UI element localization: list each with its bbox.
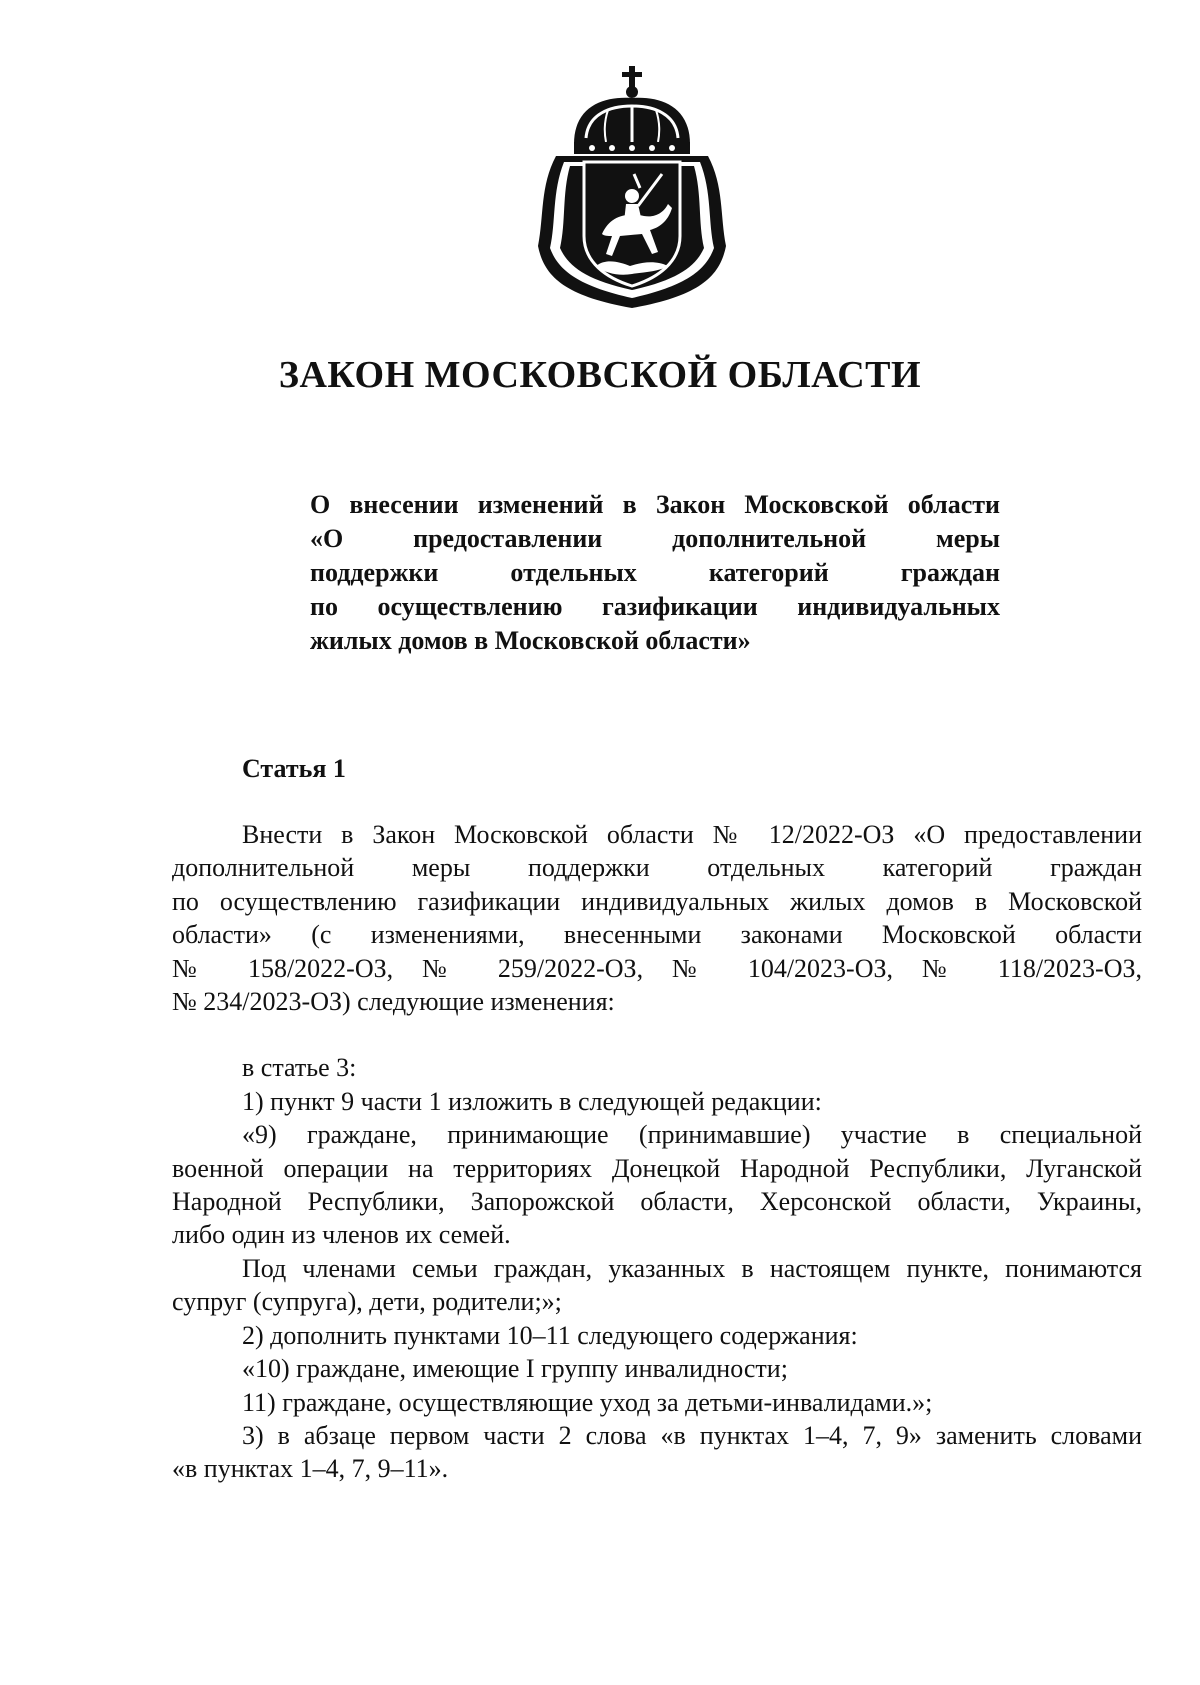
item-11-paragraph: 11) граждане, осуществляющие уход за детьми-инвалидами.»; xyxy=(242,1387,933,1417)
text-line: 3) в абзаце первом части 2 слова «в пунктах 1–4, 7, 9» заменить словами xyxy=(242,1420,1142,1450)
item-3-paragraph xyxy=(172,1419,1142,1486)
subject-line: жилых домов в Московской области» xyxy=(310,626,751,655)
law-subject xyxy=(310,488,1000,658)
text-line: Внести в Закон Московской области № 12/2022-ОЗ «О предоставлении xyxy=(242,820,1142,849)
document-title: ЗАКОН МОСКОВСКОЙ ОБЛАСТИ xyxy=(278,354,922,396)
item-10-paragraph: «10) граждане, имеющие I группу инвалидности; xyxy=(242,1354,788,1384)
text-line: дополнительной меры поддержки отдельных категорий граждан xyxy=(172,853,1142,883)
item-1-paragraph: 1) пункт 9 части 1 изложить в следующей редакции: xyxy=(242,1086,822,1116)
article-3-paragraph: в статье 3: xyxy=(242,1053,357,1083)
moscow-oblast-coat-of-arms-icon xyxy=(534,66,730,310)
text-line: по осуществлению газификации индивидуальных жилых домов в Московской xyxy=(172,886,1142,916)
text-line: Народной Республики, Запорожской области, Херсонской области, Украины, xyxy=(172,1187,1142,1217)
article-heading: Статья 1 xyxy=(242,754,346,783)
text-line: № 234/2023-ОЗ) следующие изменения: xyxy=(172,987,615,1017)
text-line: № 158/2022-ОЗ, № 259/2022-ОЗ, № 104/2023-ОЗ, № 118/2023-ОЗ, xyxy=(172,953,1142,983)
text-line: «в пунктах 1–4, 7, 9–11». xyxy=(172,1454,449,1484)
item-9-paragraph xyxy=(172,1118,1142,1252)
article-body xyxy=(172,818,1142,1486)
subject-line: поддержки отдельных категорий граждан xyxy=(310,558,1000,587)
text-line: либо один из членов их семей. xyxy=(172,1220,511,1250)
subject-line: О внесении изменений в Закон Московской области xyxy=(310,490,1000,519)
item-2-paragraph: 2) дополнить пунктами 10–11 следующего содержания: xyxy=(242,1320,858,1350)
text-line: супруг (супруга), дети, родители;»; xyxy=(172,1287,562,1317)
subject-line: по осуществлению газификации индивидуальных xyxy=(310,592,1000,621)
subject-line: «О предоставлении дополнительной меры xyxy=(310,524,1000,553)
text-line: «9) граждане, принимающие (принимавшие) участие в специальной xyxy=(242,1120,1142,1150)
text-line: военной операции на территориях Донецкой Народной Республики, Луганской xyxy=(172,1153,1142,1183)
intro-paragraph xyxy=(172,818,1142,1018)
text-line: области» (с изменениями, внесенными законами Московской области xyxy=(172,920,1142,950)
family-paragraph xyxy=(172,1252,1142,1319)
text-line: Под членами семьи граждан, указанных в настоящем пункте, понимаются xyxy=(242,1253,1142,1283)
